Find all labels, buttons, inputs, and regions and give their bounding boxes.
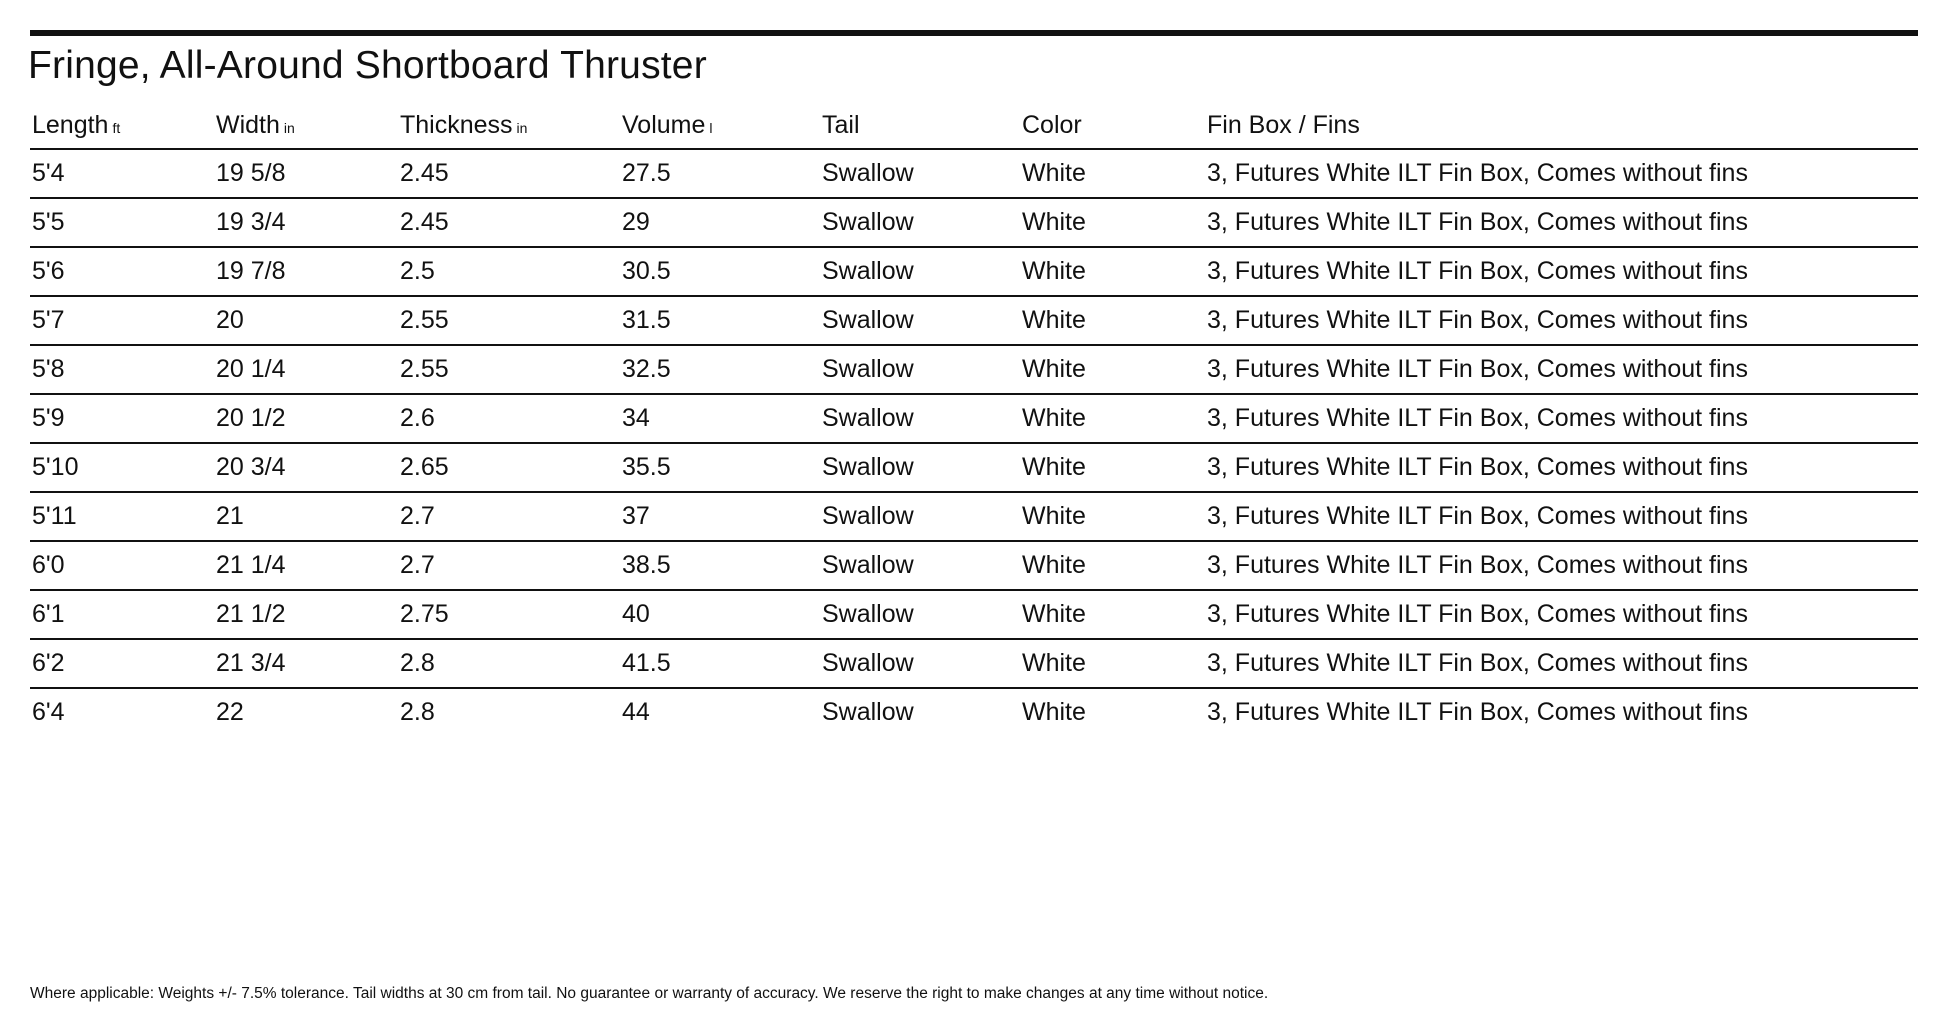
header-row [30, 102, 1918, 149]
cell-thickness: 2.7 [398, 541, 620, 590]
cell-volume: 37 [620, 492, 820, 541]
cell-volume: 35.5 [620, 443, 820, 492]
table-row [30, 345, 1918, 394]
cell-color: White [1022, 698, 1086, 726]
cell-fin-box: 3, Futures White ILT Fin Box, Comes without fins [1205, 541, 1918, 590]
cell-length: 6'1 [30, 590, 214, 639]
cell-tail: Swallow [820, 296, 1020, 345]
cell-thickness: 2.65 [398, 443, 620, 492]
cell-width: 21 1/4 [214, 541, 398, 590]
table-row [30, 443, 1918, 492]
cell-fin-box: 3, Futures White ILT Fin Box, Comes without fins [1205, 345, 1918, 394]
cell-length: 5'9 [30, 394, 214, 443]
top-rule [30, 30, 1918, 36]
cell-tail: Swallow [820, 639, 1020, 688]
table-row [30, 541, 1918, 590]
cell-tail: Swallow [822, 698, 914, 726]
cell-width: 20 1/4 [214, 345, 398, 394]
cell-length: 5'11 [30, 492, 214, 541]
column-header-volume [620, 102, 820, 149]
cell-color: White [1020, 345, 1205, 394]
column-label: Thickness [400, 110, 513, 139]
cell-tail: Swallow [820, 590, 1020, 639]
cell-volume: 44 [622, 698, 650, 726]
cell-length: 6'0 [30, 541, 214, 590]
cell-color: White [1020, 149, 1205, 198]
cell-width: 21 [214, 492, 398, 541]
cell-color: White [1020, 198, 1205, 247]
cell-tail: Swallow [820, 247, 1020, 296]
table-body [30, 149, 1918, 736]
cell-fin-box: 3, Futures White ILT Fin Box, Comes without fins [1205, 394, 1918, 443]
cell-thickness: 2.75 [398, 590, 620, 639]
cell-length: 5'10 [30, 443, 214, 492]
cell-color: White [1020, 590, 1205, 639]
column-header-length [30, 102, 214, 149]
cell-width: 20 3/4 [214, 443, 398, 492]
table-row [30, 590, 1918, 639]
cell-thickness: 2.55 [398, 296, 620, 345]
cell-fin-box: 3, Futures White ILT Fin Box, Comes without fins [1205, 590, 1918, 639]
cell-thickness: 2.8 [398, 639, 620, 688]
table-row [30, 639, 1918, 688]
cell-tail: Swallow [820, 492, 1020, 541]
cell-thickness: 2.7 [398, 492, 620, 541]
cell-color: White [1020, 492, 1205, 541]
footnote: Where applicable: Weights +/- 7.5% tolerance. Tail widths at 30 cm from tail. No guarantee or warranty of accuracy. We reserve the right to make changes at any time without notice. [30, 985, 1269, 1002]
cell-thickness: 2.8 [400, 698, 435, 726]
table-row [30, 149, 1918, 198]
cell-length: 5'8 [30, 345, 214, 394]
cell-width: 20 1/2 [214, 394, 398, 443]
cell-volume: 30.5 [620, 247, 820, 296]
cell-thickness: 2.55 [398, 345, 620, 394]
table-row [30, 198, 1918, 247]
table-row [30, 492, 1918, 541]
column-label: Length [32, 110, 109, 139]
cell-fin-box: 3, Futures White ILT Fin Box, Comes without fins [1205, 149, 1918, 198]
cell-color: White [1020, 443, 1205, 492]
table-row [30, 247, 1918, 296]
cell-length: 5'4 [30, 149, 214, 198]
cell-width: 19 5/8 [214, 149, 398, 198]
cell-color: White [1020, 541, 1205, 590]
cell-width: 19 3/4 [214, 198, 398, 247]
table-row [30, 394, 1918, 443]
column-label: Volume [622, 110, 706, 139]
column-header-thickness [398, 102, 620, 149]
column-label: Tail [822, 110, 860, 139]
cell-width: 21 1/2 [214, 590, 398, 639]
column-header-tail [820, 102, 1020, 149]
cell-width: 22 [216, 698, 244, 726]
cell-color: White [1020, 296, 1205, 345]
cell-fin-box: 3, Futures White ILT Fin Box, Comes without fins [1205, 247, 1918, 296]
cell-tail: Swallow [820, 149, 1020, 198]
cell-thickness: 2.45 [398, 149, 620, 198]
cell-length: 5'6 [30, 247, 214, 296]
cell-thickness: 2.5 [398, 247, 620, 296]
table-row [30, 296, 1918, 345]
cell-fin-box: 3, Futures White ILT Fin Box, Comes without fins [1205, 492, 1918, 541]
cell-tail: Swallow [820, 443, 1020, 492]
table-row [30, 688, 1918, 736]
cell-volume: 41.5 [620, 639, 820, 688]
cell-fin-box: 3, Futures White ILT Fin Box, Comes without fins [1205, 198, 1918, 247]
column-label: Width [216, 110, 280, 139]
cell-width: 21 3/4 [214, 639, 398, 688]
cell-tail: Swallow [820, 541, 1020, 590]
column-unit: l [709, 119, 713, 136]
cell-length: 5'5 [30, 198, 214, 247]
cell-fin-box: 3, Futures White ILT Fin Box, Comes without fins [1205, 296, 1918, 345]
cell-thickness: 2.6 [398, 394, 620, 443]
cell-color: White [1020, 247, 1205, 296]
cell-volume: 32.5 [620, 345, 820, 394]
cell-fin-box: 3, Futures White ILT Fin Box, Comes without fins [1207, 698, 1748, 726]
cell-volume: 29 [620, 198, 820, 247]
page-title: Fringe, All-Around Shortboard Thruster [28, 44, 707, 87]
cell-volume: 31.5 [620, 296, 820, 345]
cell-length: 5'7 [30, 296, 214, 345]
cell-tail: Swallow [820, 394, 1020, 443]
cell-tail: Swallow [820, 345, 1020, 394]
column-header-color [1020, 102, 1205, 149]
column-header-width [214, 102, 398, 149]
cell-width: 20 [214, 296, 398, 345]
column-unit: in [283, 119, 295, 136]
cell-color: White [1020, 394, 1205, 443]
column-label: Fin Box / Fins [1207, 110, 1360, 139]
cell-volume: 34 [620, 394, 820, 443]
cell-color: White [1020, 639, 1205, 688]
column-unit: in [516, 119, 528, 136]
cell-length: 6'4 [32, 698, 65, 726]
cell-volume: 40 [620, 590, 820, 639]
cell-volume: 27.5 [620, 149, 820, 198]
cell-fin-box: 3, Futures White ILT Fin Box, Comes without fins [1205, 639, 1918, 688]
spec-table [30, 102, 1918, 736]
column-unit: ft [112, 119, 121, 136]
cell-fin-box: 3, Futures White ILT Fin Box, Comes without fins [1205, 443, 1918, 492]
cell-length: 6'2 [30, 639, 214, 688]
cell-volume: 38.5 [620, 541, 820, 590]
cell-thickness: 2.45 [398, 198, 620, 247]
table-header [30, 102, 1918, 149]
cell-width: 19 7/8 [214, 247, 398, 296]
column-header-fin-box [1205, 102, 1918, 149]
column-label: Color [1022, 110, 1082, 139]
cell-tail: Swallow [820, 198, 1020, 247]
